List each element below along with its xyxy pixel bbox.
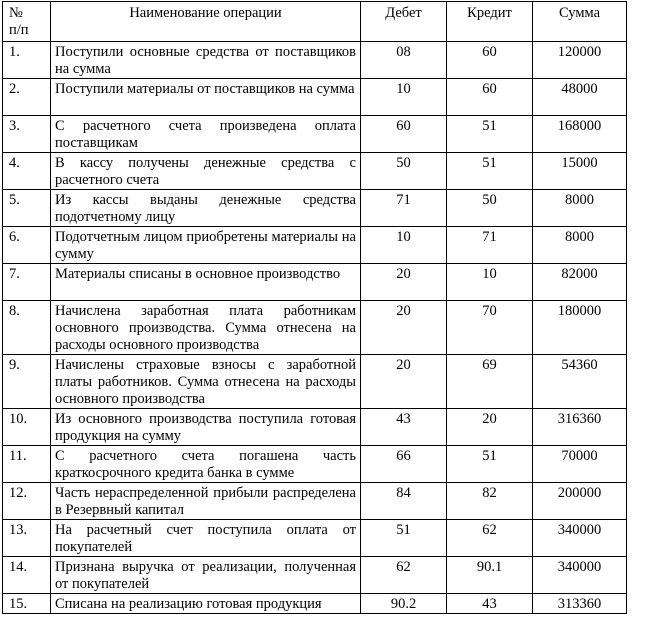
row-number: 12.	[3, 483, 51, 520]
table-row	[3, 520, 627, 557]
amount: 8000	[533, 190, 627, 227]
operation-name: Материалы списаны в основное производство	[51, 264, 361, 301]
table-row	[3, 153, 627, 190]
debit-account: 20	[361, 264, 447, 301]
table-row	[3, 301, 627, 355]
table-row	[3, 227, 627, 264]
operation-name: С расчетного счета погашена часть краткосрочного кредита банка в сумме	[51, 446, 361, 483]
credit-account: 62	[447, 520, 533, 557]
operation-name: Начислена заработная плата работникам основного производства. Сумма отнесена на расходы основного производства	[51, 301, 361, 355]
row-number: 6.	[3, 227, 51, 264]
operation-name: Подотчетным лицом приобретены материалы на сумму	[51, 227, 361, 264]
credit-account: 50	[447, 190, 533, 227]
debit-account: 50	[361, 153, 447, 190]
amount: 70000	[533, 446, 627, 483]
credit-account: 51	[447, 116, 533, 153]
credit-account: 70	[447, 301, 533, 355]
row-number: 11.	[3, 446, 51, 483]
debit-account: 20	[361, 301, 447, 355]
amount: 340000	[533, 557, 627, 594]
row-number: 7.	[3, 264, 51, 301]
table-row	[3, 264, 627, 301]
credit-account: 10	[447, 264, 533, 301]
operation-name: Начислены страховые взносы с заработной платы работников. Сумма отнесена на расходы основного производства	[51, 355, 361, 409]
amount: 54360	[533, 355, 627, 409]
amount: 15000	[533, 153, 627, 190]
debit-account: 20	[361, 355, 447, 409]
debit-account: 71	[361, 190, 447, 227]
table-row	[3, 355, 627, 409]
amount: 120000	[533, 42, 627, 79]
row-number: 9.	[3, 355, 51, 409]
header-number: № п/п	[3, 2, 51, 42]
row-number: 2.	[3, 79, 51, 116]
debit-account: 84	[361, 483, 447, 520]
table-row	[3, 79, 627, 116]
debit-account: 10	[361, 79, 447, 116]
debit-account: 62	[361, 557, 447, 594]
credit-account: 43	[447, 594, 533, 614]
operations-table	[2, 1, 627, 614]
amount: 168000	[533, 116, 627, 153]
operation-name: С расчетного счета произведена оплата поставщикам	[51, 116, 361, 153]
header-credit: Кредит	[447, 2, 533, 42]
table-header-row	[3, 2, 627, 42]
row-number: 5.	[3, 190, 51, 227]
debit-account: 43	[361, 409, 447, 446]
amount: 48000	[533, 79, 627, 116]
row-number: 13.	[3, 520, 51, 557]
credit-account: 69	[447, 355, 533, 409]
header-debit: Дебет	[361, 2, 447, 42]
debit-account: 51	[361, 520, 447, 557]
table-row	[3, 557, 627, 594]
debit-account: 10	[361, 227, 447, 264]
operation-name: Признана выручка от реализации, полученная от покупателей	[51, 557, 361, 594]
amount: 8000	[533, 227, 627, 264]
header-operation-name: Наименование операции	[51, 2, 361, 42]
operation-name: Часть нераспределенной прибыли распределена в Резервный капитал	[51, 483, 361, 520]
table-row	[3, 446, 627, 483]
row-number: 14.	[3, 557, 51, 594]
credit-account: 20	[447, 409, 533, 446]
header-amount: Сумма	[533, 2, 627, 42]
credit-account: 82	[447, 483, 533, 520]
credit-account: 90.1	[447, 557, 533, 594]
credit-account: 60	[447, 42, 533, 79]
amount: 316360	[533, 409, 627, 446]
operation-name: Списана на реализацию готовая продукция	[51, 594, 361, 614]
credit-account: 60	[447, 79, 533, 116]
amount: 340000	[533, 520, 627, 557]
amount: 82000	[533, 264, 627, 301]
operation-name: Из кассы выданы денежные средства подотчетному лицу	[51, 190, 361, 227]
row-number: 3.	[3, 116, 51, 153]
row-number: 1.	[3, 42, 51, 79]
table-row	[3, 594, 627, 614]
debit-account: 08	[361, 42, 447, 79]
table-row	[3, 42, 627, 79]
table-row	[3, 116, 627, 153]
row-number: 15.	[3, 594, 51, 614]
credit-account: 51	[447, 153, 533, 190]
table-row	[3, 409, 627, 446]
table-row	[3, 483, 627, 520]
credit-account: 51	[447, 446, 533, 483]
operation-name: На расчетный счет поступила оплата от покупателей	[51, 520, 361, 557]
operation-name: В кассу получены денежные средства с расчетного счета	[51, 153, 361, 190]
table-row	[3, 190, 627, 227]
amount: 313360	[533, 594, 627, 614]
debit-account: 90.2	[361, 594, 447, 614]
operation-name: Поступили основные средства от поставщиков на сумма	[51, 42, 361, 79]
debit-account: 60	[361, 116, 447, 153]
credit-account: 71	[447, 227, 533, 264]
row-number: 8.	[3, 301, 51, 355]
row-number: 4.	[3, 153, 51, 190]
amount: 180000	[533, 301, 627, 355]
operation-name: Из основного производства поступила готовая продукция на сумму	[51, 409, 361, 446]
row-number: 10.	[3, 409, 51, 446]
debit-account: 66	[361, 446, 447, 483]
amount: 200000	[533, 483, 627, 520]
operation-name: Поступили материалы от поставщиков на сумма	[51, 79, 361, 116]
